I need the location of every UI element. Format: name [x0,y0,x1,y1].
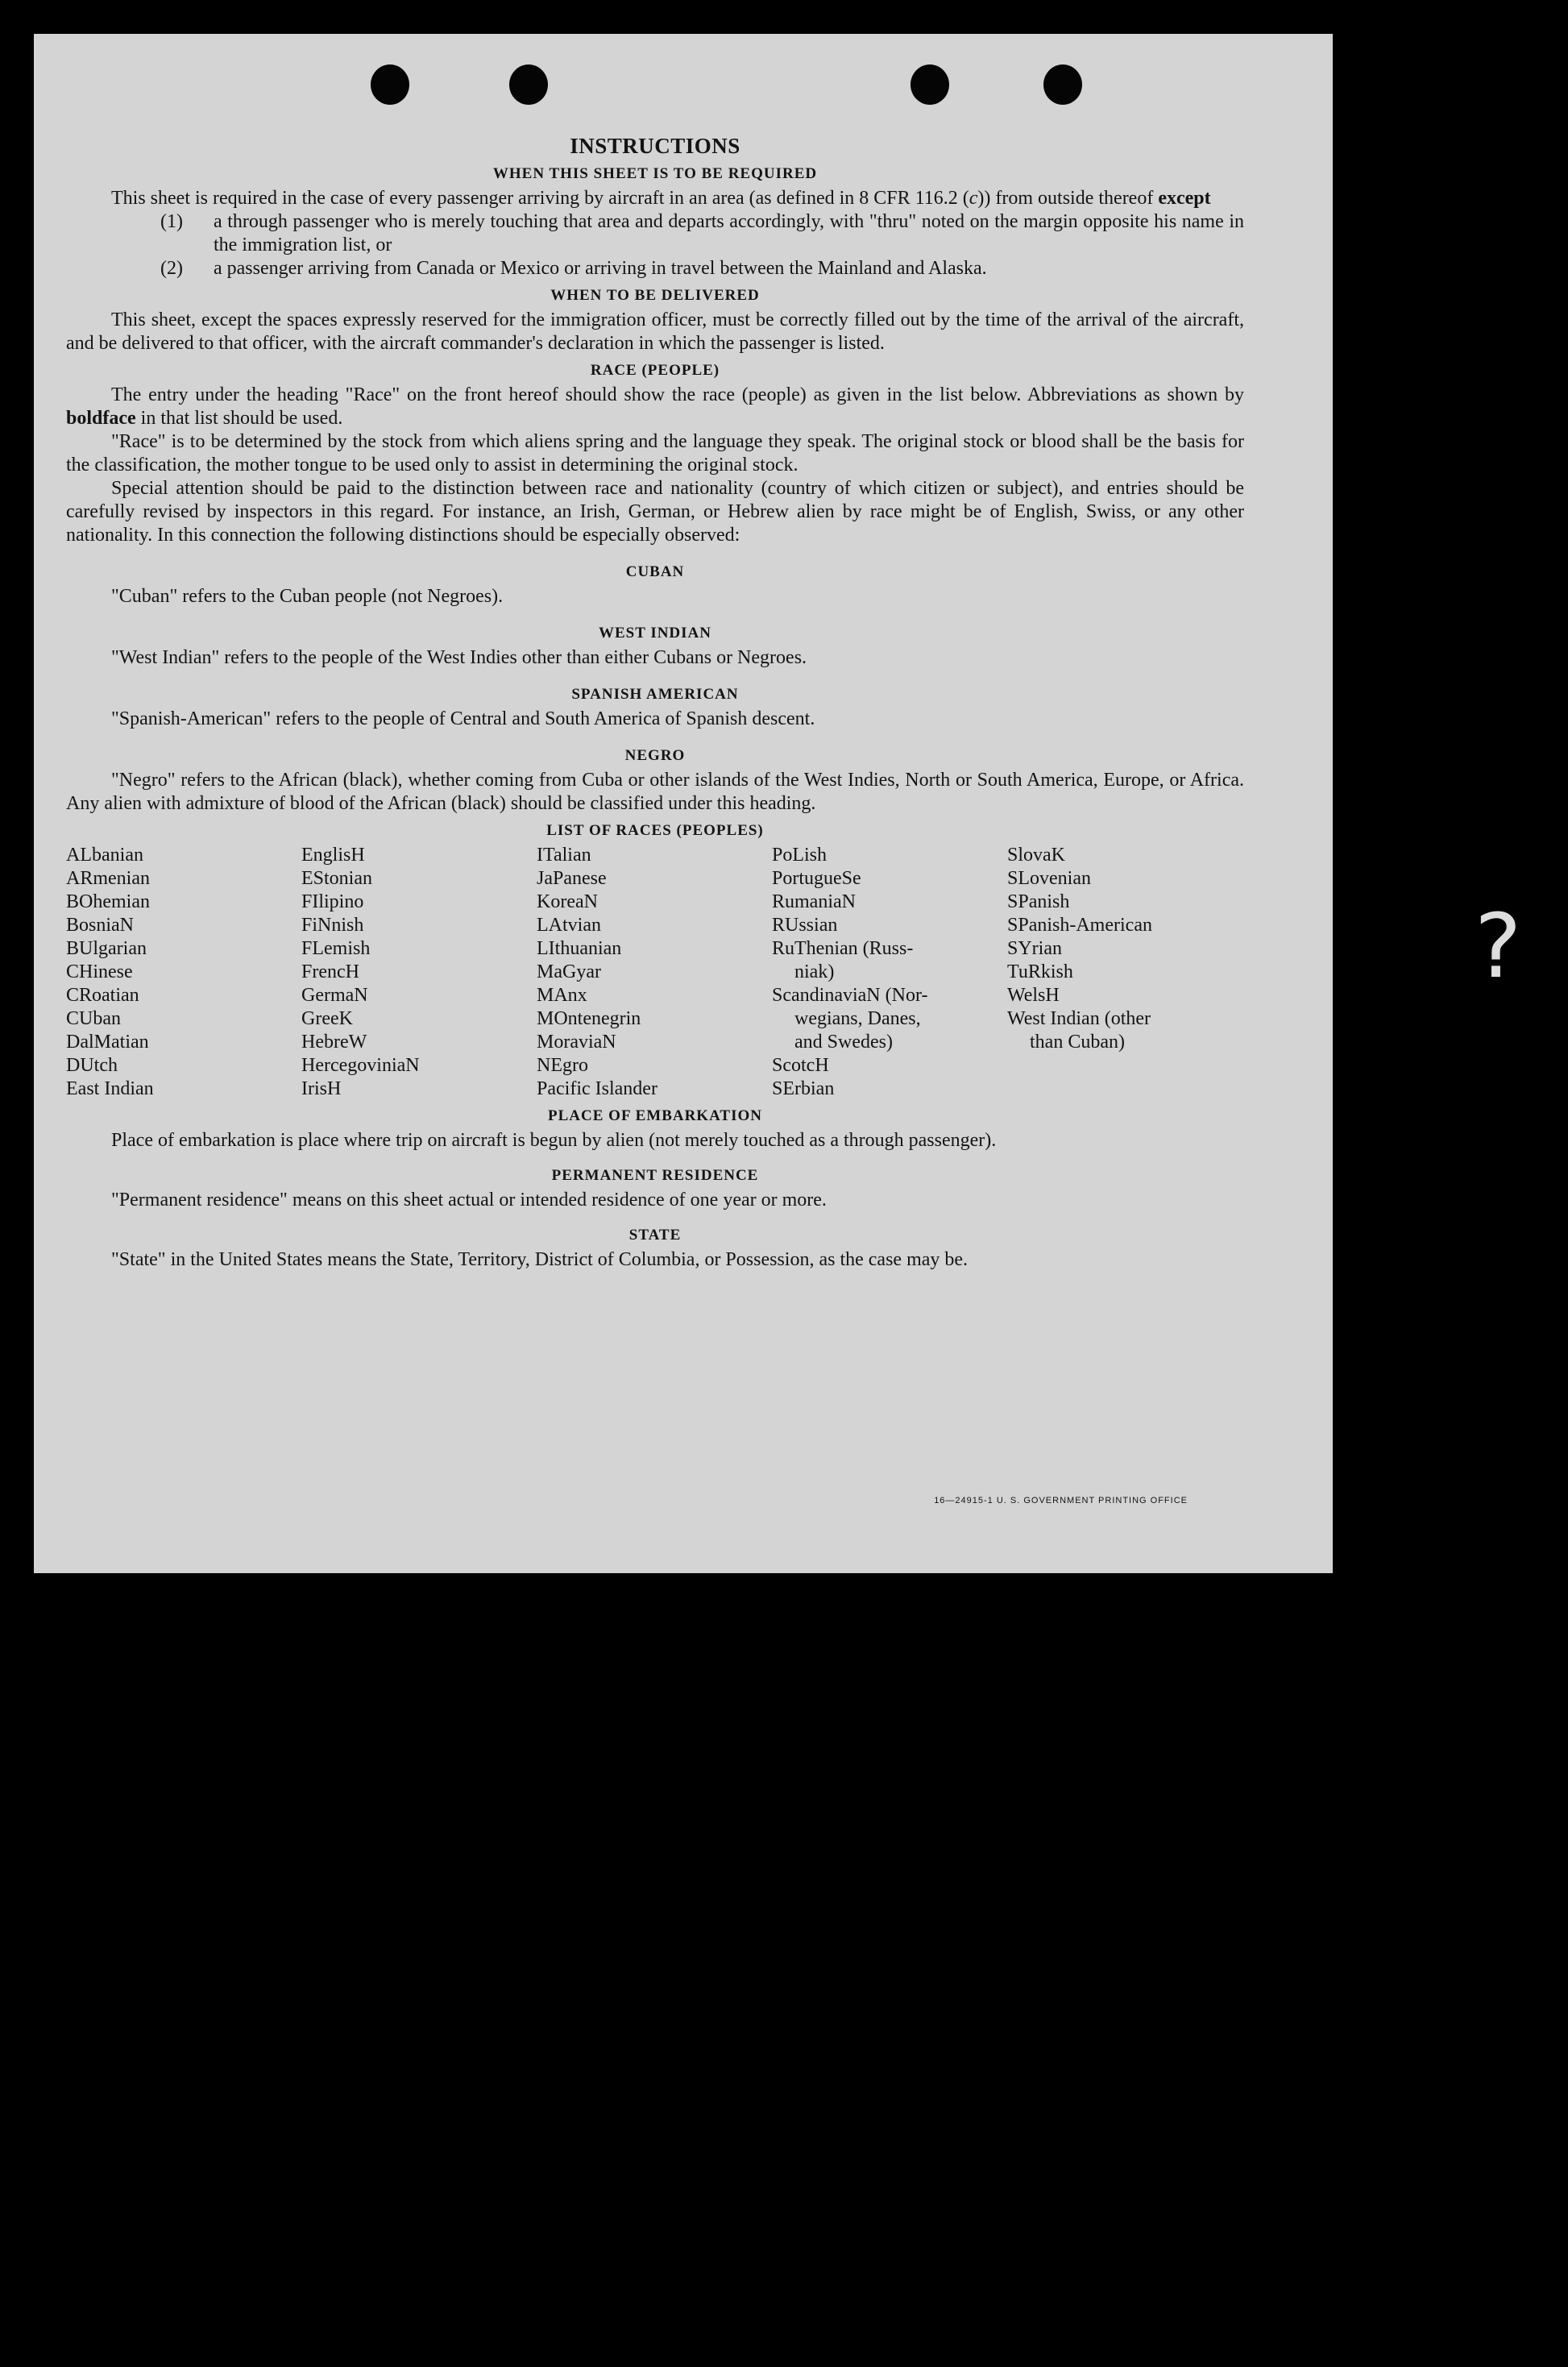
when-delivered-text: This sheet, except the spaces expressly reserved for the immigration officer, must be correctly filled out by the time of the arrival of the aircraft, and be delivered to that officer, with the aircraft commander's declaration in which the passenger is listed. [66,309,1244,354]
section-heading-negro: NEGRO [624,747,686,764]
race-entry: FrencH [301,961,359,982]
residence-text: "Permanent residence" means on this sheet actual or intended residence of one year or more. [111,1190,827,1210]
race-entry: RUssian [772,915,838,936]
state-text: "State" in the United States means the State, Territory, District of Columbia, or Possession, as the case may be. [111,1249,969,1270]
race-entry: Pacific Islander [537,1078,657,1099]
race-entry: West Indian (other [1007,1008,1151,1029]
section-heading-race: RACE (PEOPLE) [590,362,720,379]
race-entry: niak) [794,961,835,982]
punch-hole [371,64,409,105]
race-entry: RumaniaN [772,891,856,912]
race-entry: East Indian [66,1078,154,1099]
section-heading-when-delivered: WHEN TO BE DELIVERED [550,287,760,304]
race-entry: PoLish [772,845,828,866]
section-heading-spanish-american: SPANISH AMERICAN [571,686,739,703]
section-heading-state: STATE [628,1227,682,1244]
race-paragraph-1: The entry under the heading "Race" on the front hereof should show the race (people) as given in the list below. Abbreviations as shown by boldface in that list should be used. [66,384,1244,429]
race-entry: MAnx [537,985,587,1006]
race-entry: EStonian [301,868,372,889]
section-heading-west-indian: WEST INDIAN [599,625,711,642]
race-entry: TuRkish [1007,961,1073,982]
exception-item-2: (2) a passenger arriving from Canada or Mexico or arriving in travel between the Mainland and Alaska. [160,258,987,279]
race-entry: SPanish [1007,891,1070,912]
section-heading-when-required: WHEN THIS SHEET IS TO BE REQUIRED [492,165,818,182]
race-entry: PortugueSe [772,868,861,889]
race-entry: BosniaN [66,915,134,936]
section-heading-embarkation: PLACE OF EMBARKATION [548,1107,762,1124]
race-entry: DUtch [66,1055,118,1076]
race-entry: SLovenian [1007,868,1091,889]
race-entry: and Swedes) [794,1032,893,1053]
when-required-intro: This sheet is required in the case of every passenger arriving by aircraft in an area (as defined in 8 CFR 116.2 (c)) from outside thereof except [111,188,1211,209]
race-paragraph-3: Special attention should be paid to the distinction between race and nationality (country of which citizen or subject), and entries should be carefully revised by inspectors in this regard. For instance, an Irish, German, or Hebrew alien by race might be of English, Swiss, or any other nationality. In this connection the following distinctions should be especially observed: [66,478,1244,546]
document-title: INSTRUCTIONS [570,134,740,158]
section-heading-list-of-races: LIST OF RACES (PEOPLES) [546,822,764,839]
race-column-4 [772,844,1007,1101]
race-list [66,844,1244,1101]
race-entry: WelsH [1007,985,1060,1006]
race-column-2 [301,844,537,1101]
race-entry: ITalian [537,845,591,866]
cuban-text: "Cuban" refers to the Cuban people (not Negroes). [111,586,504,607]
printing-office-footer: 16—24915-1 U. S. GOVERNMENT PRINTING OFFICE [934,1496,1188,1505]
west-indian-text: "West Indian" refers to the people of the West Indies other than either Cubans or Negroes. [111,647,807,668]
punch-hole [911,64,949,105]
race-paragraph-2: "Race" is to be determined by the stock from which aliens spring and the language they speak. The original stock or blood shall be the basis for the classification, the mother tongue to be used only to assist in determining the original stock. [66,431,1244,475]
margin-mark: ? [1475,895,1522,998]
race-entry: wegians, Danes, [794,1008,921,1029]
document-sheet [34,34,1333,1573]
race-entry: MaGyar [537,961,601,982]
race-entry: SYrian [1007,938,1062,959]
race-entry: RuThenian (Russ- [772,938,914,959]
race-entry: ALbanian [66,845,143,866]
race-entry: ScandinaviaN (Nor- [772,985,928,1006]
race-column-5 [1007,844,1242,1101]
race-entry: EnglisH [301,845,365,866]
race-entry: ScotcH [772,1055,829,1076]
section-heading-residence: PERMANENT RESIDENCE [551,1167,759,1184]
race-entry: CHinese [66,961,133,982]
race-entry: FiNnish [301,915,364,936]
race-column-3 [537,844,772,1101]
race-entry: LAtvian [537,915,601,936]
section-heading-cuban: CUBAN [625,563,685,580]
race-entry: NEgro [537,1055,588,1076]
race-entry: SErbian [772,1078,835,1099]
race-entry: GermaN [301,985,368,1006]
race-entry: FIlipino [301,891,364,912]
race-entry: than Cuban) [1030,1032,1125,1053]
race-entry: MOntenegrin [537,1008,641,1029]
race-entry: LIthuanian [537,938,622,959]
race-entry: DalMatian [66,1032,149,1053]
race-entry: FLemish [301,938,371,959]
document-body [66,134,1244,1272]
exception-item-1: (1) a through passenger who is merely touching that area and departs accordingly, with "thru" noted on the margin opposite his name in the immigration list, or [160,211,1244,255]
race-entry: GreeK [301,1008,353,1029]
race-entry: HercegoviniaN [301,1055,420,1076]
race-entry: JaPanese [537,868,607,889]
race-column-1 [66,844,301,1101]
punch-hole [509,64,548,105]
race-entry: CRoatian [66,985,139,1006]
race-entry: BOhemian [66,891,150,912]
race-entry: HebreW [301,1032,367,1053]
race-entry: ARmenian [66,868,150,889]
race-entry: MoraviaN [537,1032,616,1053]
punch-hole [1043,64,1082,105]
spanish-american-text: "Spanish-American" refers to the people of Central and South America of Spanish descent. [111,708,815,729]
race-entry: SlovaK [1007,845,1065,866]
negro-text: "Negro" refers to the African (black), whether coming from Cuba or other islands of the West Indies, North or South America, Europe, or Africa. Any alien with admixture of blood of the African (black) should be classified under this heading. [66,770,1244,814]
embarkation-text: Place of embarkation is place where trip on aircraft is begun by alien (not merely touched as a through passenger). [111,1130,997,1151]
race-entry: BUlgarian [66,938,147,959]
race-entry: IrisH [301,1078,342,1099]
race-entry: SPanish-American [1007,915,1152,936]
race-entry: KoreaN [537,891,598,912]
race-entry: CUban [66,1008,121,1029]
